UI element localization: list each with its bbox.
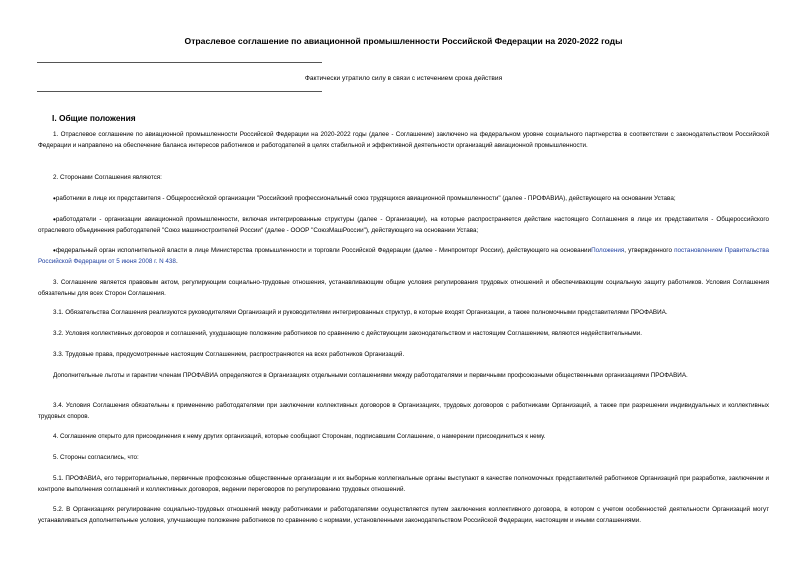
list-item-text-end: .	[175, 257, 178, 265]
paragraph-5: 5. Стороны согласились, что:	[53, 454, 139, 461]
paragraph-3-2: 3.2. Условия коллективных договоров и соглашений, ухудшающие положение работников по сравнению с действующим законодательством и настоящим Соглашением, являются недействительными.	[53, 330, 642, 337]
paragraph-3-4: 3.4. Условия Соглашения обязательны к применению работодателями при заключении коллективных договоров в Организациях, трудовых договоров с работниками Организаций, а также при разрешении индивидуальных и коллективных трудовых споров.	[38, 402, 769, 420]
list-item-ministry	[38, 246, 769, 267]
bullet-icon: •	[53, 246, 56, 255]
divider-top	[37, 62, 322, 63]
paragraph-5-1: 5.1. ПРОФАВИА, его территориальные, первичные профсоюзные общественные организации и их выборные коллегиальные органы выступают в качестве полномочных представителей работников Организаций при разработке, заключении и контроле выполнения соглашений и коллективных договоров, ведении переговоров по регулированию трудовых отношений.	[38, 475, 769, 493]
bullet-icon: •	[53, 215, 56, 224]
list-item-text-middle: , утвержденного	[624, 247, 675, 254]
section-heading: I. Общие положения	[52, 113, 136, 123]
document-status: Фактически утратило силу в связи с истечением срока действия	[304, 75, 503, 82]
paragraph-1: 1. Отраслевое соглашение по авиационной промышленности Российской Федерации на 2020-2022 годы (далее - Соглашение) заключено на федеральном уровне социального партнерства в соответствии с законодательством Российской Федерации и направлено на обеспечение баланса интересов работников и работодателей в целях стабильной и эффективной деятельности организаций авиационной промышленности.	[38, 131, 769, 149]
paragraph-3: 3. Соглашение является правовым актом, регулирующим социально-трудовые отношения, устанавливающим общие условия регулирования трудовых отношений и обеспечивающим социальную защиту работников. Условия Соглашения обязательны для всех Сторон Соглашения.	[38, 279, 769, 297]
list-item-workers	[38, 194, 769, 205]
list-item-text: работники в лице их представителя - Общероссийской организации "Российский профессиональный союз трудящихся авиационной промышленности" (далее - ПРОФАВИА), действующего на основании Устава;	[55, 195, 676, 202]
paragraph-2: 2. Сторонами Соглашения являются:	[53, 174, 162, 181]
paragraph-3-3: 3.3. Трудовые права, предусмотренные настоящим Соглашением, распространяются на всех работников Организаций.	[53, 351, 405, 358]
list-item-text: работодатели - организации авиационной промышленности, включая интегрированные структуры (далее - Организации), на которые распространяется действие настоящего Соглашения в лице их представителя - Общероссийского отраслевого объединения работодателей "Союз машиностроителей России" (далее - ОООР "СоюзМашРоссии"), действующего на основании Устава;	[38, 216, 769, 234]
paragraph-3-1: 3.1. Обязательства Соглашения реализуются руководителями Организаций и руководителями интегрированных структур, в которые входят Организации, а также полномочными представителями ПРОФАВИА.	[53, 309, 668, 316]
list-item-employers	[38, 215, 769, 236]
paragraph-3-3-extra: Дополнительные льготы и гарантии членам ПРОФАВИА определяются в Организациях отдельными соглашениями между работодателями и первичными профсоюзными общественными организациями ПРОФАВИА.	[53, 372, 688, 379]
bullet-icon: •	[53, 194, 56, 203]
paragraph-4: 4. Соглашение открыто для присоединения к нему других организаций, которые сообщают Сторонам, подписавшим Соглашение, о намерении присоединиться к нему.	[53, 433, 546, 440]
divider-bottom	[37, 91, 322, 92]
link-regulation[interactable]: Положения	[591, 247, 625, 254]
list-item-text: федеральный орган исполнительной власти в лице Министерства промышленности и торговли Российской Федерации (далее - Минпромторг России), действующего на основании	[55, 247, 592, 254]
document-title: Отраслевое соглашение по авиационной промышленности Российской Федерации на 2020-2022 годы	[184, 36, 623, 46]
paragraph-5-2: 5.2. В Организациях регулирование социально-трудовых отношений между работниками и работодателями осуществляется путем заключения коллективного договора, в котором с учетом особенностей деятельности Организаций могут устанавливаться дополнительные условия, улучшающие положение работников по сравнению с нормами, установленными законодательством Российской Федерации, настоящим и иными соглашениями.	[38, 506, 769, 524]
link-government-decree[interactable]: постановлением Правительства Российской Федерации от 5 июня 2008 г. N 438	[38, 247, 769, 265]
